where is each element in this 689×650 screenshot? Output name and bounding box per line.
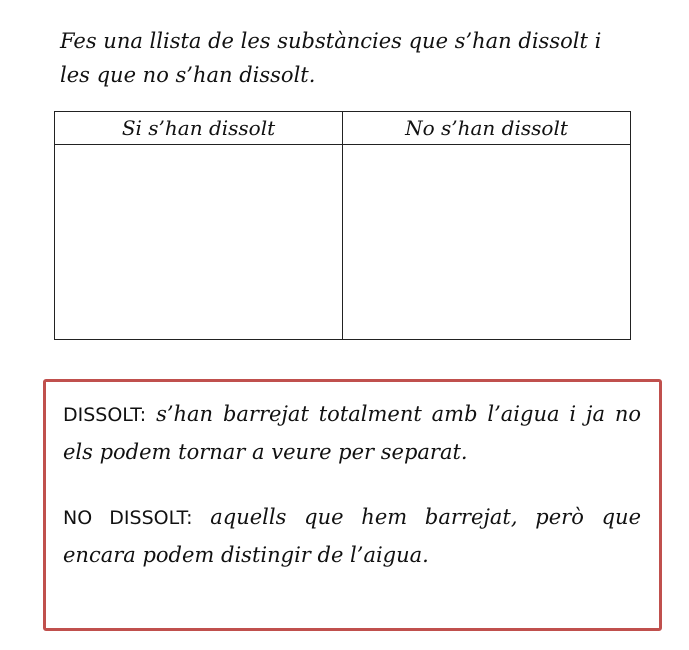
column-header-not-dissolved: No s’han dissolt: [343, 112, 631, 145]
answer-table: [54, 111, 631, 340]
answer-cell-not-dissolved[interactable]: [343, 145, 631, 340]
definition-term: DISSOLT:: [63, 404, 147, 426]
definitions-box: [43, 379, 662, 631]
instruction-text: [60, 24, 620, 92]
definition-dissolved: [63, 396, 641, 471]
instruction-line-1: Fes una llista de les substàncies que s’han dissolt i: [60, 29, 602, 53]
definition-not-dissolved: [63, 499, 641, 574]
instruction-line-2: les que no s’han dissolt.: [60, 63, 316, 87]
answer-cell-dissolved[interactable]: [55, 145, 343, 340]
definition-term: NO DISSOLT:: [63, 507, 193, 529]
column-header-dissolved: Si s’han dissolt: [55, 112, 343, 145]
definition-text: aquells que hem barrejat, però que encara podem distingir de l’aigua.: [63, 505, 641, 567]
table-header-row: [55, 112, 631, 145]
definition-text: s’han barrejat totalment amb l’aigua i ja no els podem tornar a veure per separat.: [63, 402, 641, 464]
table-row: [55, 145, 631, 340]
